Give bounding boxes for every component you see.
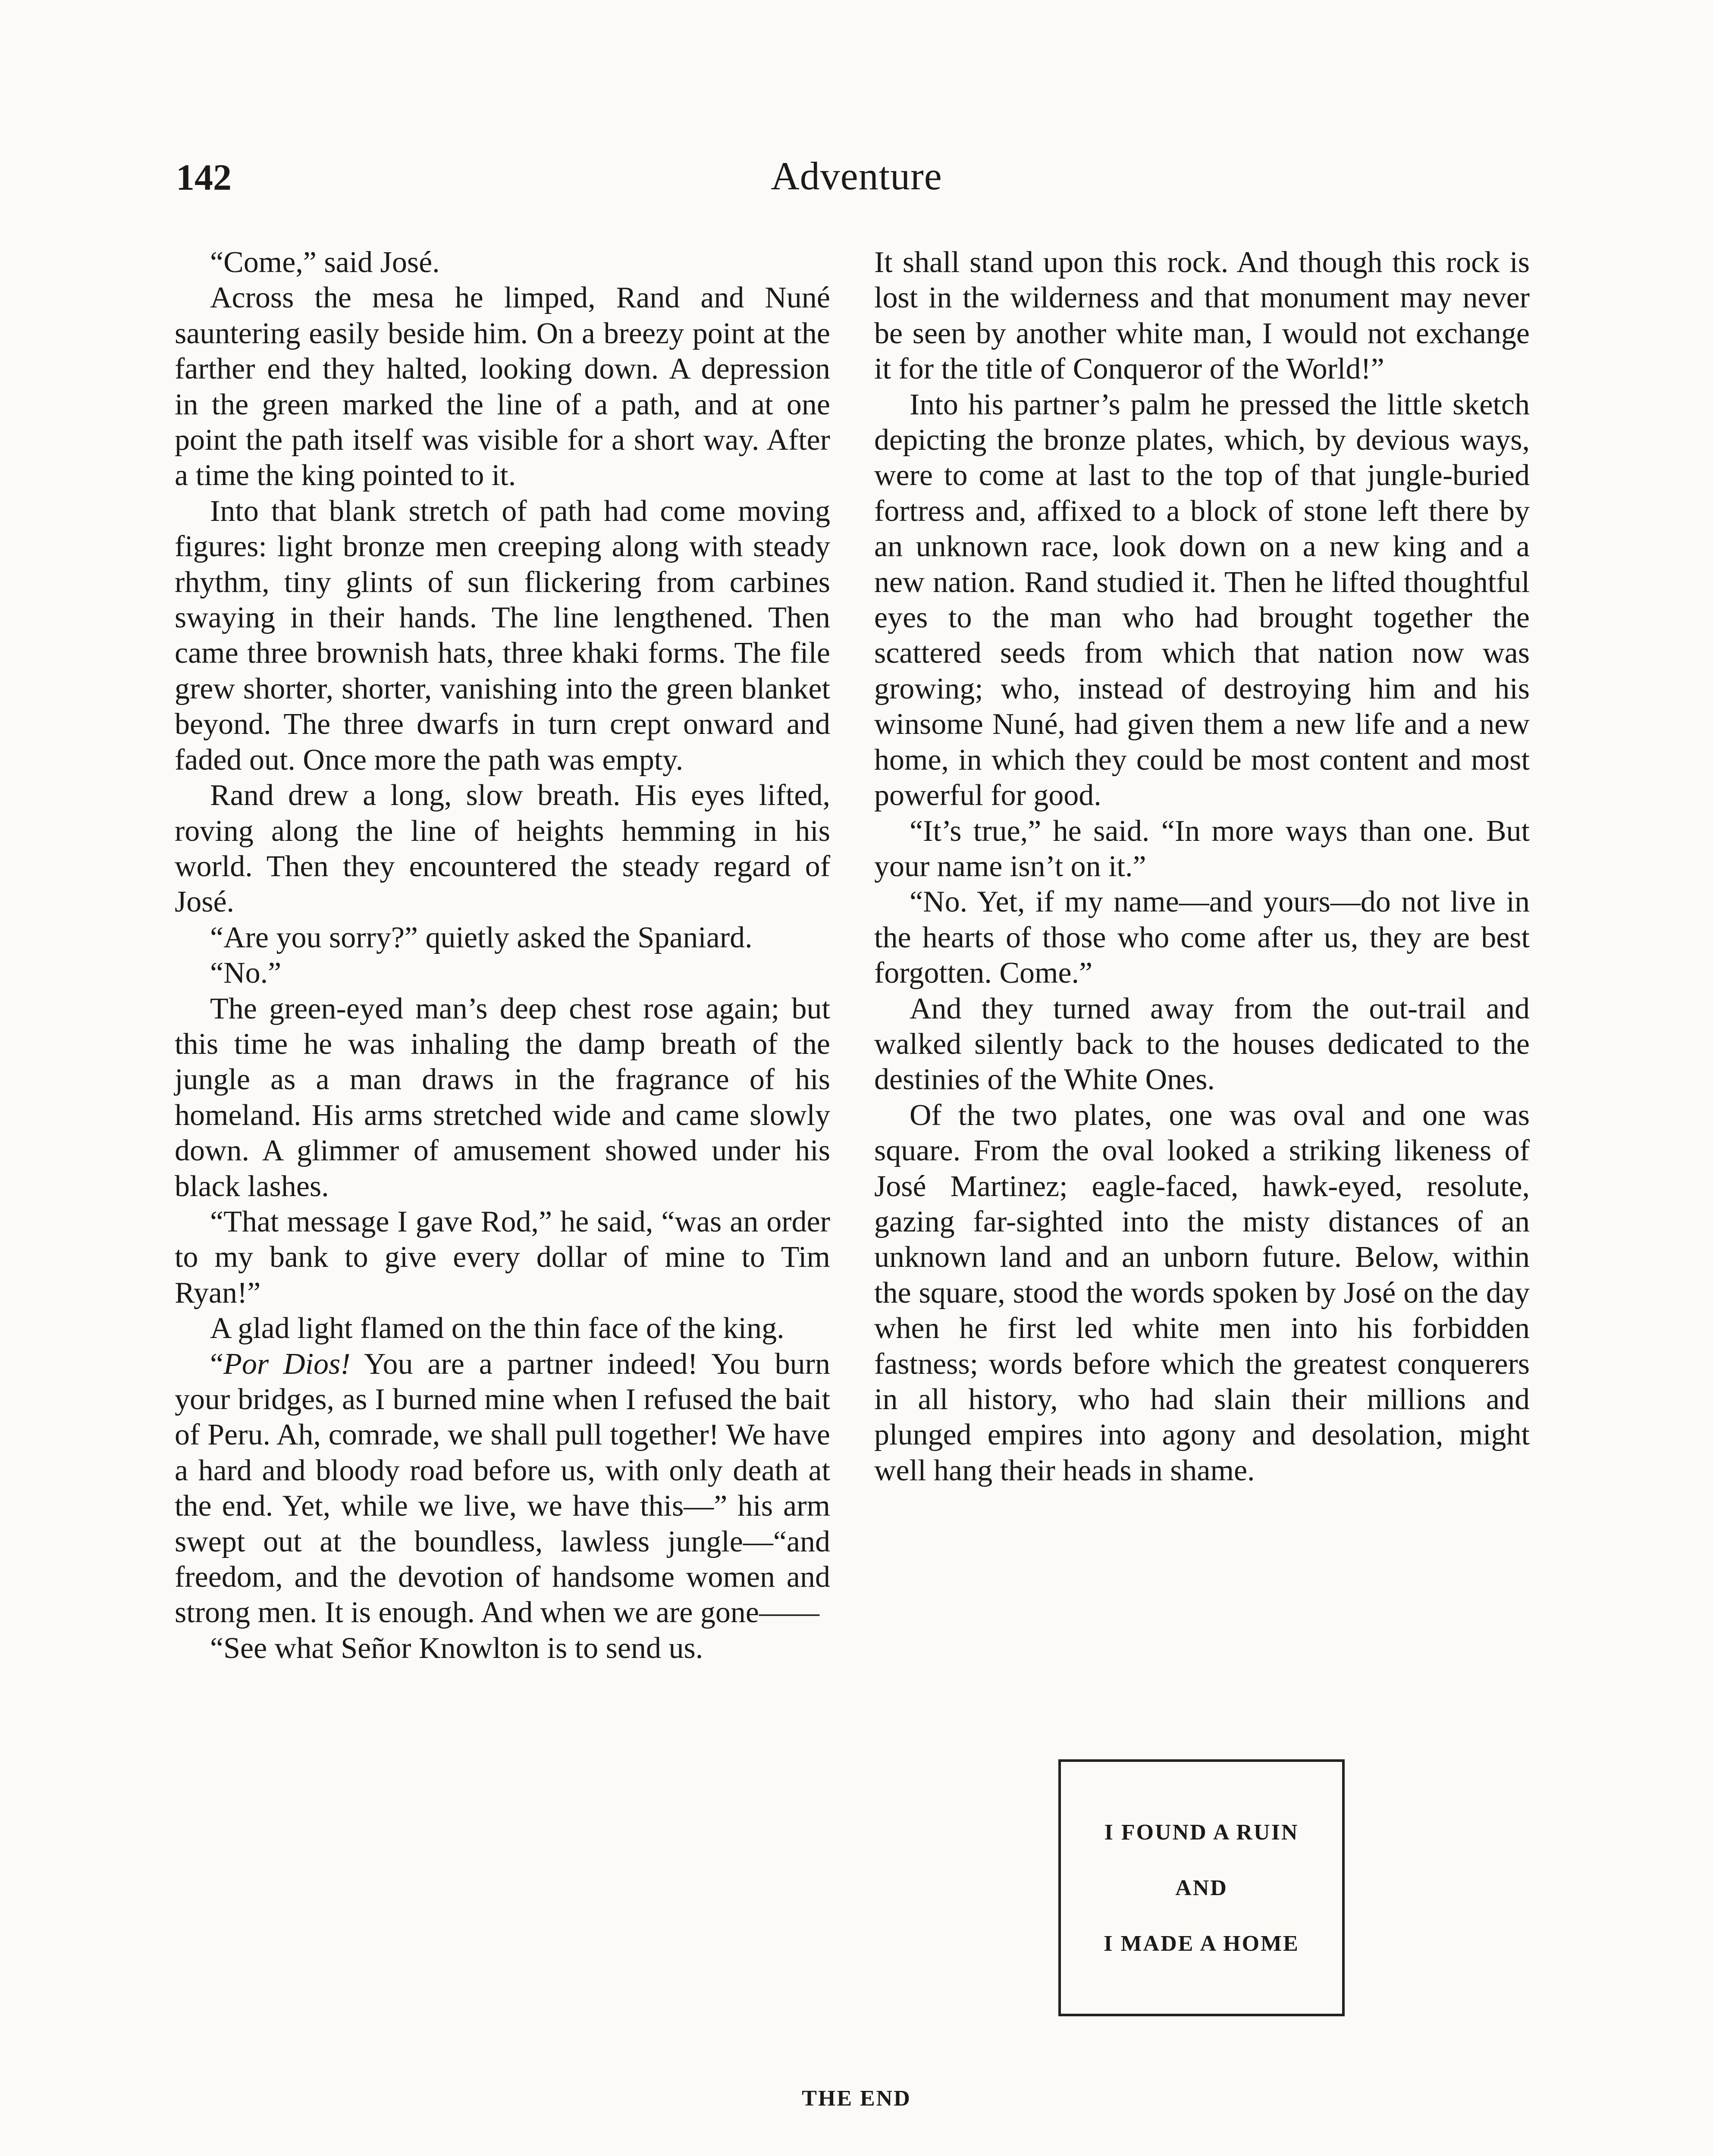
paragraph: The green-eyed man’s deep chest rose again; but this time he was inhaling the damp breath of the jungle as a man draws in the fragrance of his homeland. His arms stretched wide and came slowly down. A glimmer of amusement showed under his black lashes.	[175, 992, 830, 1203]
paragraph: “That message I gave Rod,” he said, “was an order to my bank to give every dollar of mine to Tim Ryan!”	[175, 1205, 830, 1310]
paragraph: “No.”	[210, 956, 282, 990]
left-column	[175, 245, 830, 1666]
paragraph: And they turned away from the out-trail and walked silently back to the houses dedicated to the destinies of the White Ones.	[874, 992, 1530, 1097]
inscription-line: AND	[1175, 1875, 1228, 1900]
paragraph: Rand drew a long, slow breath. His eyes lifted, roving along the line of heights hemming in his world. Then they encountered the steady regard of José.	[175, 779, 830, 919]
right-column	[874, 245, 1530, 1489]
por-dios-text: You are a partner indeed! You burn your bridges, as I burned mine when I refused the bait of Peru. Ah, comrade, we shall pull together! We have a hard and bloody road before us, with only death at the end. Yet, while we live, we have this—” his arm swept out at the boundless, lawless jungle—“and freedom, and the devotion of handsome women and strong men. It is enough. And when we are gone——	[175, 1347, 830, 1630]
paragraph: Of the two plates, one was oval and one was square. From the oval looked a striking likeness of José Martinez; eagle-faced, hawk-eyed, resolute, gazing far-sighted into the misty distances of an unknown land and an unborn future. Below, within the square, stood the words spoken by José on the day when he first led white men into his forbidden fastness; words before which the greatest conquerers in all history, who had slain their millions and plunged empires into agony and desolation, might well hang their heads in shame.	[874, 1098, 1530, 1487]
continued-paragraph: It shall stand upon this rock. And though this rock is lost in the wilderness and that monument may never be seen by another white man, I would not exchange it for the title of Conqueror of the World!”	[874, 246, 1530, 386]
inscription-line: I MADE A HOME	[1104, 1931, 1299, 1956]
page-number: 142	[176, 157, 232, 198]
paragraph: Across the mesa he limped, Rand and Nuné sauntering easily beside him. On a breezy point at the farther end they halted, looking down. A depression in the green marked the line of a path, and at one point the path itself was visible for a short way. After a time the king pointed to it.	[175, 281, 830, 492]
paragraph: “Come,” said José.	[210, 246, 440, 279]
paragraph: Into his partner’s palm he pressed the little sketch depicting the bronze plates, which, by devious ways, were to come at last to the top of that jungle-buried fortress and, affixed to a block of stone left there by an unknown race, look down on a new king and a new nation. Rand studied it. Then he lifted thoughtful eyes to the man who had brought together the scattered seeds from which that nation now was growing; who, instead of destroying him and his winsome Nuné, had given them a new life and a new home, in which they could be most content and most powerful for good.	[874, 388, 1530, 812]
paragraph: Into that blank stretch of path had come moving figures: light bronze men creeping along with steady rhythm, tiny glints of sun flickering from carbines swaying in their hands. The line lengthened. Then came three brownish hats, three khaki forms. The file grew shorter, shorter, vanishing into the green blanket beyond. The three dwarfs in turn crept onward and faded out. Once more the path was empty.	[175, 494, 830, 777]
inscription-line: I FOUND A RUIN	[1104, 1820, 1299, 1845]
por-dios-italic: Por Dios!	[223, 1347, 351, 1381]
paragraph: “It’s true,” he said. “In more ways than one. But your name isn’t on it.”	[874, 814, 1530, 883]
running-head-title: Adventure	[771, 154, 942, 198]
paragraph: “See what Señor Knowlton is to send us.	[210, 1631, 703, 1665]
inscription-plate-box	[1058, 1759, 1345, 2016]
the-end-label: THE END	[802, 2086, 911, 2111]
paragraph: A glad light flamed on the thin face of the king.	[210, 1312, 784, 1345]
paragraph: “No. Yet, if my name—and yours—do not live in the hearts of those who come after us, they are best forgotten. Come.”	[874, 885, 1530, 990]
paragraph: “Are you sorry?” quietly asked the Spaniard.	[210, 921, 753, 954]
paragraph: “Por Dios! You are a partner indeed! You burn your bridges, as I burned mine when I refused the bait of Peru. Ah, comrade, we shall pull together! We have a hard and bloody road before us, with only death at the end. Yet, while we live, we have this—” his arm swept out at the boundless, lawless jungle—“and freedom, and the devotion of handsome women and strong men. It is enough. And when we are gone——	[175, 1347, 830, 1630]
